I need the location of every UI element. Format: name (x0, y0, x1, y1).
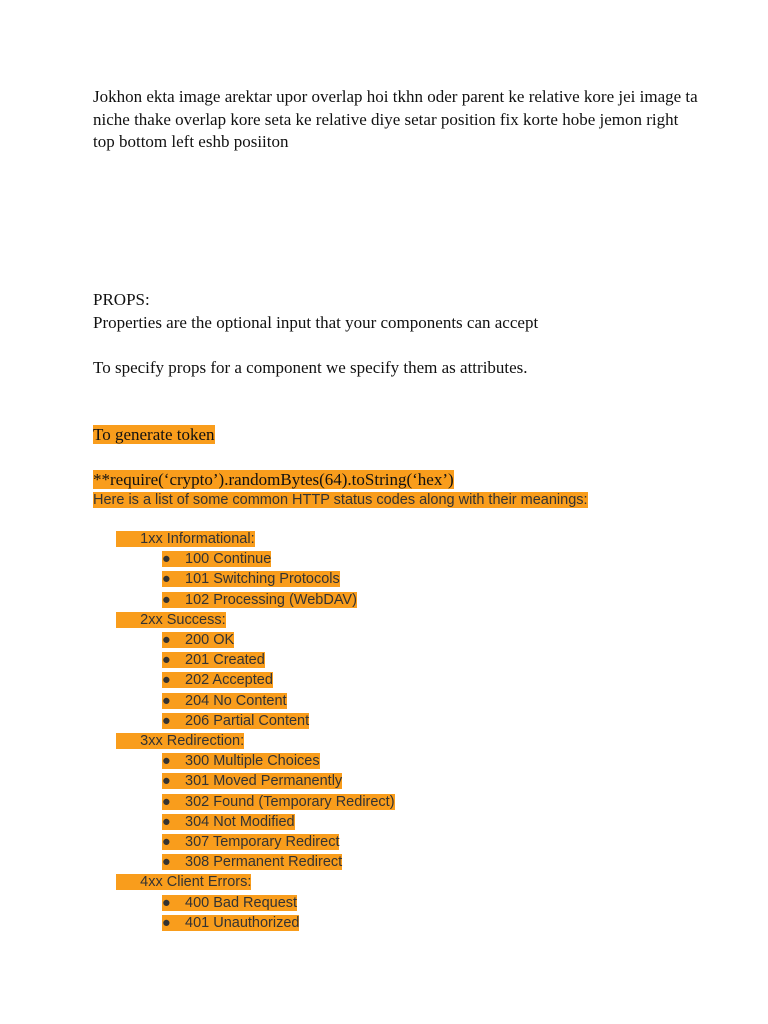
bullet-icon: ● (162, 672, 171, 689)
bullet-icon: ● (162, 793, 171, 810)
status-code-item-highlight (162, 915, 299, 931)
status-intro (93, 490, 588, 510)
status-group-label (116, 872, 251, 892)
status-code-item-highlight (162, 693, 287, 709)
token-code (93, 469, 454, 492)
status-code-text: 301 Moved Permanently (185, 773, 343, 790)
status-code-text: 308 Permanent Redirect (185, 854, 343, 871)
bullet-icon: ● (162, 834, 171, 850)
bullet-icon: ● (162, 571, 171, 588)
status-code-item (162, 670, 273, 690)
bullet-icon: ● (162, 712, 171, 729)
status-code-item-highlight (162, 895, 297, 911)
bullet-icon: ● (162, 914, 171, 931)
status-intro-text: Here is a list of some common HTTP status codes along with their meanings: (93, 492, 588, 508)
status-code-text: 307 Temporary Redirect (185, 834, 340, 850)
overlap-paragraph: Jokhon ekta image arektar upor overlap hoi tkhn oder parent ke relative kore jei image ta niche thake overlap kore seta ke relative diye setar position fix korte hobe jemon right top bottom left eshb posiiton (93, 87, 698, 151)
bullet-icon: ● (162, 773, 171, 790)
status-code-item (162, 812, 295, 832)
status-code-text: 200 OK (185, 632, 235, 648)
status-code-item-highlight (162, 713, 309, 729)
status-code-item (162, 832, 339, 852)
status-code-item (162, 650, 265, 670)
status-code-text: 300 Multiple Choices (185, 753, 320, 770)
status-code-text: 206 Partial Content (185, 712, 310, 729)
status-group-label-text: 1xx Informational: (116, 531, 255, 547)
status-code-item (162, 913, 299, 933)
status-code-item-highlight (162, 672, 273, 688)
status-code-text: 401 Unauthorized (185, 914, 300, 931)
status-group-label-text: 4xx Client Errors: (116, 874, 252, 891)
props-usage: To specify props for a component we specify them as attributes. (93, 358, 528, 377)
status-group-label (116, 610, 226, 630)
status-code-item (162, 549, 271, 569)
status-code-text: 202 Accepted (185, 672, 273, 689)
status-code-item-highlight (162, 834, 339, 850)
status-code-item (162, 751, 320, 771)
status-code-item-highlight (162, 773, 342, 789)
status-code-item-highlight (162, 652, 265, 668)
status-code-item (162, 792, 395, 812)
status-code-item-highlight (162, 551, 271, 567)
status-group-label-text: 2xx Success: (116, 611, 226, 628)
status-code-item (162, 630, 234, 650)
status-code-item-highlight (162, 753, 320, 769)
status-code-item (162, 590, 357, 610)
status-code-item (162, 852, 342, 872)
bullet-icon: ● (162, 591, 171, 608)
status-code-item-highlight (162, 632, 234, 648)
status-code-text: 102 Processing (WebDAV) (185, 591, 357, 608)
status-code-text: 201 Created (185, 652, 265, 669)
status-code-text: 204 No Content (185, 692, 287, 709)
bullet-icon: ● (162, 551, 171, 568)
status-code-item (162, 771, 342, 791)
status-code-text: 101 Switching Protocols (185, 571, 340, 588)
status-code-text: 304 Not Modified (185, 813, 295, 830)
status-code-text: 400 Bad Request (185, 894, 298, 911)
status-code-text: 302 Found (Temporary Redirect) (185, 793, 395, 810)
status-code-item-highlight (162, 592, 357, 608)
status-code-item-highlight (162, 794, 395, 810)
status-group-label (116, 529, 255, 549)
bullet-icon: ● (162, 813, 171, 830)
bullet-icon: ● (162, 894, 171, 911)
status-code-item (162, 569, 340, 589)
bullet-icon: ● (162, 692, 171, 709)
status-code-item-highlight (162, 814, 295, 830)
status-code-item (162, 711, 309, 731)
status-code-item-highlight (162, 854, 342, 870)
status-code-item (162, 691, 287, 711)
token-heading (93, 424, 215, 447)
status-code-item-highlight (162, 571, 340, 587)
props-heading: PROPS: (93, 290, 150, 309)
bullet-icon: ● (162, 652, 171, 669)
bullet-icon: ● (162, 753, 171, 770)
status-group-label-text: 3xx Redirection: (116, 733, 245, 749)
status-code-item (162, 893, 297, 913)
status-group-label (116, 731, 244, 751)
status-code-text: 100 Continue (185, 551, 272, 568)
token-code-text: **require(‘crypto’).randomBytes(64).toString(‘hex’) (93, 470, 454, 489)
bullet-icon: ● (162, 632, 171, 648)
props-definition: Properties are the optional input that your components can accept (93, 313, 539, 332)
bullet-icon: ● (162, 854, 171, 871)
token-heading-text: To generate token (93, 425, 215, 444)
